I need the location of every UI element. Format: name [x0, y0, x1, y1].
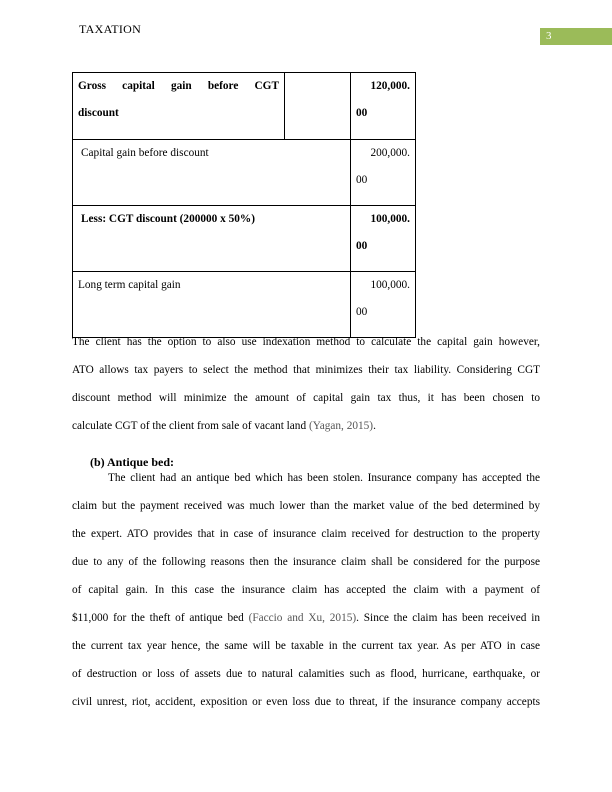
row-label-line1: Gross capital gain before CGT	[78, 80, 279, 92]
paragraph-line	[72, 604, 540, 632]
paragraph-antique-bed	[72, 464, 540, 716]
paragraph-line: of capital gain. In this case the insurance claim has accepted the claim with a payment of	[72, 584, 540, 596]
table-cell-label	[73, 73, 285, 140]
table-cell-label	[73, 206, 351, 272]
row-value-line1: 100,000.	[370, 213, 410, 225]
row-label: Less: CGT discount (200000 x 50%)	[81, 213, 255, 225]
citation-yagan: (Yagan, 2015)	[308, 420, 374, 432]
section-heading-antique-bed: (b) Antique bed:	[90, 455, 175, 469]
row-label: Capital gain before discount	[81, 147, 209, 159]
paragraph-line: The client has the option to also use indexation method to calculate the capital gain however,	[72, 336, 540, 348]
table-row	[73, 73, 416, 140]
paragraph-line: of destruction or loss of assets due to natural calamities such as flood, hurricane, earthquake, or	[72, 668, 540, 680]
row-value-line1: 120,000.	[370, 80, 410, 92]
paragraph-cgt-method	[72, 328, 540, 440]
row-label: Long term capital gain	[78, 279, 181, 291]
row-value-line2: 00	[356, 174, 368, 186]
paragraph-line: the current tax year hence, the same will be taxable in the current tax year. As per ATO in case	[72, 640, 540, 652]
citation-faccio-xu: (Faccio and Xu, 2015)	[248, 612, 357, 624]
capital-gain-table	[72, 72, 416, 338]
page-number-badge: 3	[540, 28, 612, 45]
line-text: calculate CGT of the client from sale of vacant land	[72, 420, 309, 432]
table-cell-value	[351, 140, 416, 206]
paragraph-line: civil unrest, riot, accident, exposition or even loss due to threat, if the insurance company accepts	[72, 696, 540, 708]
row-value-line2: 00	[356, 240, 368, 252]
row-value-line2: 00	[356, 107, 368, 119]
paragraph-line	[72, 412, 540, 440]
table-row	[73, 206, 416, 272]
paragraph-line: ATO allows tax payers to select the method that minimizes their tax liability. Considering CGT	[72, 364, 540, 376]
paragraph-line: The client had an antique bed which has been stolen. Insurance company has accepted the	[108, 472, 540, 484]
line-text: $11,000 for the theft of antique bed	[72, 612, 249, 624]
header-title: TAXATION	[79, 22, 142, 36]
paragraph-line: due to any of the following reasons then the insurance claim shall be considered for the purpose	[72, 556, 540, 568]
row-label-line2: discount	[78, 107, 119, 119]
table-cell-value	[351, 73, 416, 140]
table-cell-empty	[285, 73, 351, 140]
row-value-line1: 100,000.	[370, 279, 410, 291]
table-row	[73, 140, 416, 206]
table-cell-label	[73, 140, 351, 206]
paragraph-line: the expert. ATO provides that in case of insurance claim received for destruction to the property	[72, 528, 540, 540]
line-end: . Since the claim has been received in	[356, 612, 540, 624]
paragraph-line: discount method will minimize the amount of capital gain tax thus, it has been chosen to	[72, 392, 540, 404]
line-end: .	[373, 420, 376, 432]
paragraph-line: claim but the payment received was much lower than the market value of the bed determined by	[72, 500, 540, 512]
table-cell-value	[351, 206, 416, 272]
row-value-line2: 00	[356, 306, 368, 318]
row-value-line1: 200,000.	[370, 147, 410, 159]
